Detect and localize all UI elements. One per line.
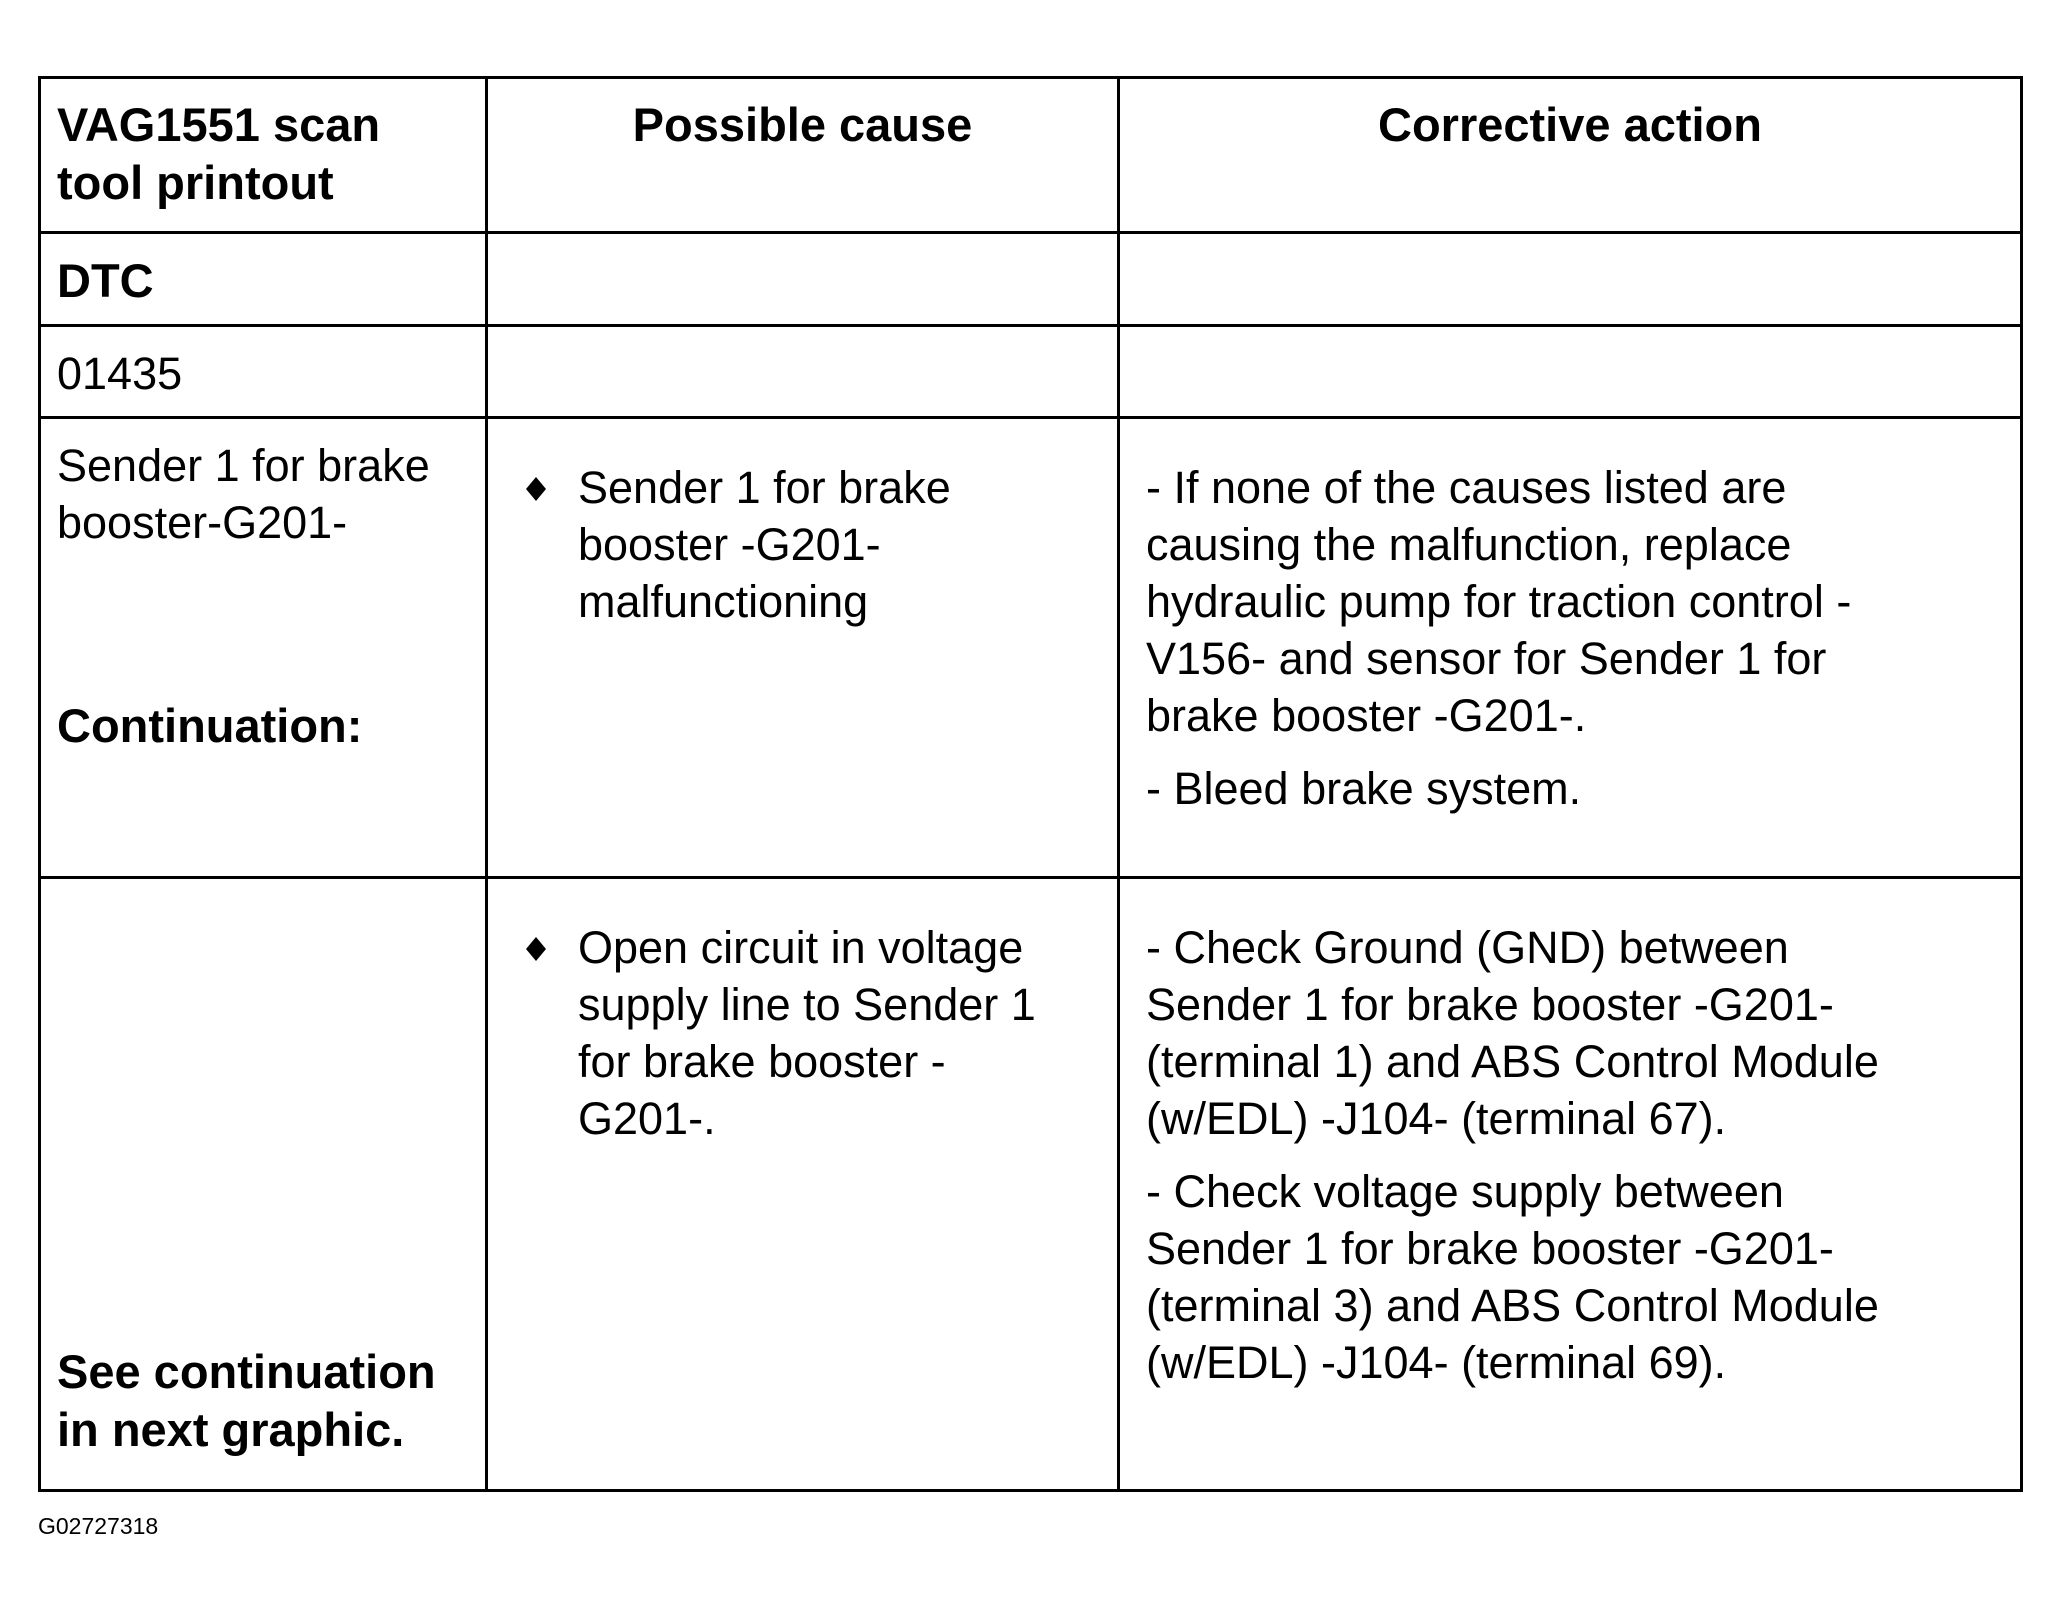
cause-list-item <box>488 419 1117 630</box>
figure-id-label: G02727318 <box>38 1513 159 1539</box>
table-row-dtc-code <box>40 326 2022 418</box>
table-header-row <box>40 78 2022 233</box>
header-cell-possible-cause <box>487 78 1119 233</box>
dtc-label: DTC <box>57 254 154 307</box>
see-continuation-note: See continuation in next graphic. <box>57 1345 436 1456</box>
circuit-cause-text: Open circuit in voltage supply line to Sender 1 for brake booster - G201-. <box>578 922 1036 1144</box>
header-possible-cause: Possible cause <box>632 98 973 151</box>
diagnostic-table <box>38 76 2023 1492</box>
circuit-action-cell <box>1119 878 2022 1491</box>
table-row-sender-malfunction <box>40 418 2022 878</box>
header-scan-tool-printout: VAG1551 scan tool printout <box>57 98 381 209</box>
circuit-action-voltage: - Check voltage supply between Sender 1 for brake booster -G201- (terminal 3) and ABS Control Module (w/EDL) -J104- (terminal 69). <box>1146 1166 1879 1388</box>
circuit-cause-cell <box>487 878 1119 1491</box>
dtc-code: 01435 <box>57 348 183 399</box>
empty-cell <box>1119 326 2022 418</box>
table-row-open-circuit <box>40 878 2022 1491</box>
sender-action-replace: - If none of the causes listed are causing the malfunction, replace hydraulic pump for traction control - V156- and sensor for Sender 1 for brake booster -G201-. <box>1146 462 1852 741</box>
sender-action-bleed: - Bleed brake system. <box>1146 763 1582 814</box>
header-cell-corrective-action <box>1119 78 2022 233</box>
diamond-bullet-icon <box>524 477 548 501</box>
diamond-bullet-icon <box>524 937 548 961</box>
sender-description-cell <box>40 418 487 878</box>
sender-description: Sender 1 for brake booster-G201- <box>57 440 430 548</box>
empty-cell <box>1119 233 2022 326</box>
sender-cause-text: Sender 1 for brake booster -G201- malfunctioning <box>578 462 951 627</box>
dtc-label-cell <box>40 233 487 326</box>
sender-action-cell <box>1119 418 2022 878</box>
see-continuation-cell <box>40 878 487 1491</box>
empty-cell <box>487 326 1119 418</box>
cause-list-item <box>488 879 1117 1147</box>
table-row-dtc-label <box>40 233 2022 326</box>
header-cell-scan-tool <box>40 78 487 233</box>
continuation-label: Continuation: <box>57 699 363 752</box>
dtc-code-cell <box>40 326 487 418</box>
sender-cause-cell <box>487 418 1119 878</box>
header-corrective-action: Corrective action <box>1378 98 1762 151</box>
circuit-action-ground: - Check Ground (GND) between Sender 1 for brake booster -G201- (terminal 1) and ABS Control Module (w/EDL) -J104- (terminal 67). <box>1146 922 1879 1144</box>
empty-cell <box>487 233 1119 326</box>
